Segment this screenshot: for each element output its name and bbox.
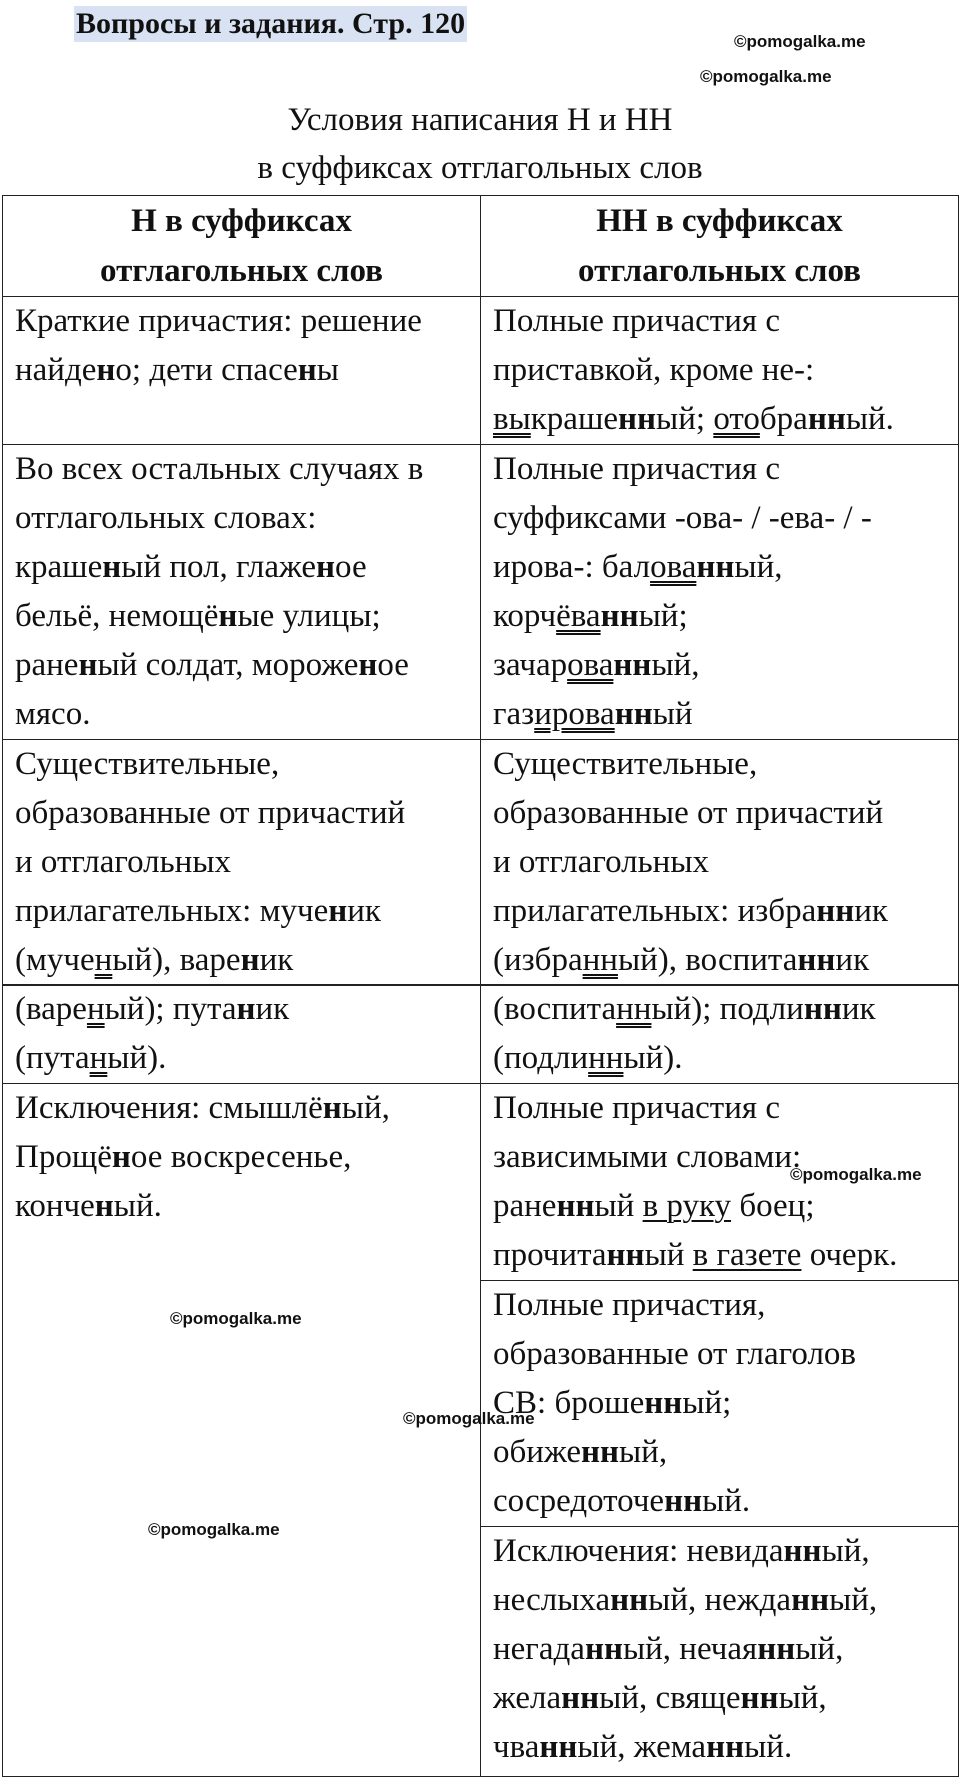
text-line <box>15 543 468 592</box>
emphasized-letters: нн <box>618 401 657 437</box>
text-line <box>493 1674 946 1723</box>
text-line <box>493 592 946 641</box>
underlined-morpheme: нн <box>616 991 652 1027</box>
table-title-line1: Условия написания Н и НН <box>287 102 673 138</box>
text-segment: ое воскресенье, <box>130 1139 352 1175</box>
text-segment: ый <box>652 696 693 732</box>
text-segment: зачар <box>493 647 568 683</box>
emphasized-letters: нн <box>580 1434 619 1470</box>
text-segment: ый, свяще <box>599 1680 741 1716</box>
text-segment: ирова-: бал <box>493 549 651 585</box>
text-line <box>15 346 468 395</box>
text-segment: краше <box>530 401 619 437</box>
text-line <box>15 494 468 543</box>
text-line <box>15 1084 468 1133</box>
rules-table <box>2 195 959 986</box>
table-header-row <box>3 196 959 297</box>
text-line <box>493 346 946 395</box>
cell-n-exceptions <box>3 1084 481 1777</box>
text-segment: ый), варе <box>112 942 241 978</box>
text-segment: ый пол, глаже <box>121 549 317 585</box>
watermark: ©pomogalka.me <box>790 1165 922 1184</box>
text-line <box>493 1182 946 1231</box>
text-segment: ик <box>835 942 870 978</box>
rule-block <box>481 1526 958 1772</box>
text-line <box>15 592 468 641</box>
text-segment: Исключения: смышлё <box>15 1090 323 1126</box>
text-segment: зависимыми словами: <box>493 1139 802 1175</box>
text-segment: образованные от причастий <box>15 795 406 831</box>
text-segment: жела <box>493 1680 562 1716</box>
emphasized-letters: н <box>218 598 238 634</box>
underlined-morpheme: вы <box>493 401 531 437</box>
text-line <box>493 1477 946 1526</box>
underlined-morpheme: ирова <box>534 696 615 732</box>
emphasized-letters: нн <box>556 1188 595 1224</box>
emphasized-letters: нн <box>610 1582 649 1618</box>
text-segment: ый, <box>829 1582 878 1618</box>
text-segment: (воспита <box>493 991 617 1027</box>
text-line <box>493 543 946 592</box>
text-line <box>493 1231 946 1280</box>
text-segment: корч <box>493 598 557 634</box>
text-segment: о; дети спасе <box>115 352 298 388</box>
rule-block <box>481 1280 958 1526</box>
text-segment: ый. <box>845 401 894 437</box>
text-segment: ый; <box>682 1385 732 1421</box>
underlined-morpheme: нн <box>588 1040 624 1076</box>
text-segment: ый. <box>702 1483 751 1519</box>
text-segment: ый солдат, мороже <box>97 647 359 683</box>
emphasized-letters: нн <box>696 549 735 585</box>
text-segment: сосредоточе <box>493 1483 665 1519</box>
text-line <box>493 789 946 838</box>
emphasized-letters: н <box>78 647 98 683</box>
text-line <box>493 1527 946 1576</box>
text-segment: (пута <box>15 1040 90 1076</box>
text-segment: ик <box>255 991 290 1027</box>
emphasized-letters: нн <box>706 1729 745 1765</box>
table-row <box>3 297 959 445</box>
text-segment: и отглагольных <box>15 844 231 880</box>
emphasized-letters: нн <box>664 1483 703 1519</box>
underlined-morpheme: ото <box>713 401 760 437</box>
header-line: отглагольных слов <box>100 253 383 289</box>
text-segment: прилагательных: муче <box>15 893 329 929</box>
underlined-morpheme: ёва <box>556 598 601 634</box>
watermark: ©pomogalka.me <box>734 32 866 51</box>
emphasized-letters: нн <box>803 991 842 1027</box>
text-line <box>493 740 946 789</box>
text-segment: конче <box>15 1188 95 1224</box>
text-segment: ый); подли <box>651 991 804 1027</box>
page-heading: Вопросы и задания. Стр. 120 <box>76 7 466 40</box>
text-line <box>15 789 468 838</box>
text-segment: ое <box>377 647 409 683</box>
text-segment: бельё, немощё <box>15 598 219 634</box>
text-line <box>15 690 468 739</box>
text-segment: (избра <box>493 942 583 978</box>
emphasized-letters: нн <box>539 1729 578 1765</box>
underlined-morpheme: в газете <box>692 1237 802 1273</box>
header-nn <box>481 196 959 297</box>
text-segment: чва <box>493 1729 540 1765</box>
text-segment: Прощё <box>15 1139 112 1175</box>
underlined-morpheme: н <box>86 991 105 1027</box>
text-segment: ый <box>644 1237 693 1273</box>
text-segment: газ <box>493 696 535 732</box>
header-line: Н в суффиксах <box>131 203 352 239</box>
text-segment: ый). <box>623 1040 683 1076</box>
text-segment: Исключения: невида <box>493 1533 784 1569</box>
text-line <box>493 395 946 444</box>
text-line <box>493 1428 946 1477</box>
text-segment: ый. <box>113 1188 162 1224</box>
text-segment: ый, <box>778 1680 827 1716</box>
text-segment: ы <box>316 352 339 388</box>
text-line <box>15 445 468 494</box>
text-line <box>493 641 946 690</box>
text-segment: ое <box>335 549 367 585</box>
text-line <box>15 1133 468 1182</box>
text-segment: образованные от причастий <box>493 795 884 831</box>
text-line <box>15 297 468 346</box>
emphasized-letters: н <box>322 1090 342 1126</box>
emphasized-letters: нн <box>740 1680 779 1716</box>
text-segment: (варе <box>15 991 87 1027</box>
underlined-morpheme: н <box>94 942 113 978</box>
text-segment: ый <box>594 1188 643 1224</box>
text-segment: Существительные, <box>493 746 758 782</box>
text-segment: (подли <box>493 1040 589 1076</box>
text-line <box>493 1723 946 1772</box>
emphasized-letters: нн <box>791 1582 830 1618</box>
cell-nn-cases <box>481 1084 959 1777</box>
header-line: отглагольных слов <box>578 253 861 289</box>
text-segment: ый); пута <box>104 991 237 1027</box>
text-segment: ые улицы; <box>237 598 381 634</box>
cell-n <box>3 445 481 740</box>
emphasized-letters: нн <box>561 1680 600 1716</box>
text-segment: прочита <box>493 1237 607 1273</box>
table-row <box>3 985 959 1084</box>
table-row <box>3 445 959 740</box>
watermark: ©pomogalka.me <box>148 1520 280 1539</box>
text-segment: неслыха <box>493 1582 611 1618</box>
text-segment: Полные причастия с <box>493 1090 780 1126</box>
text-line <box>493 445 946 494</box>
text-line <box>15 985 468 1034</box>
text-segment: ый, <box>821 1533 870 1569</box>
text-segment: ый; <box>638 598 688 634</box>
watermark: ©pomogalka.me <box>403 1409 535 1428</box>
text-line <box>493 297 946 346</box>
emphasized-letters: нн <box>816 893 855 929</box>
emphasized-letters: нн <box>584 1631 623 1667</box>
cell-n <box>3 297 481 445</box>
text-segment: ый), воспита <box>617 942 798 978</box>
underlined-morpheme: ова <box>650 549 697 585</box>
cell-nn <box>481 445 959 740</box>
text-segment: мясо. <box>15 696 91 732</box>
text-segment: очерк. <box>801 1237 898 1273</box>
table-row <box>3 740 959 986</box>
text-segment: Полные причастия с <box>493 451 780 487</box>
emphasized-letters: нн <box>613 647 652 683</box>
text-segment: и отглагольных <box>493 844 709 880</box>
emphasized-letters: н <box>111 1139 131 1175</box>
text-line <box>15 887 468 936</box>
text-segment: Полные причастия с <box>493 303 780 339</box>
text-segment: (муче <box>15 942 95 978</box>
text-segment: ый, <box>795 1631 844 1667</box>
text-line <box>15 936 468 985</box>
text-segment: боец; <box>731 1188 815 1224</box>
text-line <box>15 1182 468 1231</box>
emphasized-letters: нн <box>783 1533 822 1569</box>
text-segment: ране <box>15 647 79 683</box>
table-row <box>3 1084 959 1777</box>
emphasized-letters: н <box>102 549 122 585</box>
text-segment: ик <box>841 991 876 1027</box>
text-line <box>493 1034 946 1083</box>
text-line <box>15 740 468 789</box>
text-line <box>15 1034 468 1083</box>
text-segment: образованные от глаголов <box>493 1336 856 1372</box>
table-title-line2: в суффиксах отглагольных слов <box>257 150 703 186</box>
text-line <box>493 1281 946 1330</box>
emphasized-letters: н <box>94 1188 114 1224</box>
text-line <box>493 985 946 1034</box>
emphasized-letters: н <box>358 647 378 683</box>
text-line <box>493 1330 946 1379</box>
emphasized-letters: нн <box>797 942 836 978</box>
text-line <box>493 887 946 936</box>
text-line <box>493 1625 946 1674</box>
text-segment: Полные причастия, <box>493 1287 766 1323</box>
text-segment: ране <box>493 1188 557 1224</box>
text-segment: обиже <box>493 1434 581 1470</box>
text-segment: ик <box>259 942 294 978</box>
text-line <box>493 1084 946 1133</box>
emphasized-letters: нн <box>600 598 639 634</box>
text-line <box>493 690 946 739</box>
text-segment: суффиксами -ова- / -ева- / - <box>493 500 872 536</box>
text-line <box>493 936 946 985</box>
cell-nn <box>481 740 959 986</box>
header-line: НН в суффиксах <box>596 203 843 239</box>
text-line <box>493 494 946 543</box>
text-segment: Краткие причастия: решение <box>15 303 422 339</box>
cell-n <box>3 985 481 1084</box>
text-segment: ый). <box>107 1040 167 1076</box>
text-line <box>15 838 468 887</box>
emphasized-letters: н <box>240 942 260 978</box>
text-segment: ик <box>347 893 381 929</box>
text-segment: ый; <box>656 401 714 437</box>
emphasized-letters: н <box>297 352 317 388</box>
emphasized-letters: нн <box>606 1237 645 1273</box>
text-segment: ый. <box>744 1729 793 1765</box>
text-segment: краше <box>15 549 103 585</box>
underlined-morpheme: ова <box>567 647 614 683</box>
text-segment: ый, жема <box>577 1729 707 1765</box>
watermark: ©pomogalka.me <box>700 67 832 86</box>
text-segment: Существительные, <box>15 746 280 782</box>
header-n <box>3 196 481 297</box>
text-segment: ый, <box>619 1434 668 1470</box>
emphasized-letters: н <box>236 991 256 1027</box>
text-segment: ый, <box>651 647 700 683</box>
emphasized-letters: нн <box>807 401 846 437</box>
text-segment: Во всех остальных случаях в <box>15 451 424 487</box>
text-line <box>493 1379 946 1428</box>
text-segment: ый, <box>341 1090 390 1126</box>
emphasized-letters: н <box>96 352 116 388</box>
emphasized-letters: нн <box>614 696 653 732</box>
text-segment: бра <box>759 401 808 437</box>
watermark: ©pomogalka.me <box>170 1309 302 1328</box>
cell-nn <box>481 985 959 1084</box>
text-segment: найде <box>15 352 97 388</box>
text-segment: негада <box>493 1631 585 1667</box>
text-segment: приставкой, кроме не-: <box>493 352 815 388</box>
underlined-morpheme: нн <box>582 942 618 978</box>
emphasized-letters: н <box>328 893 348 929</box>
cell-n <box>3 740 481 986</box>
text-line <box>15 641 468 690</box>
text-segment: отглагольных словах: <box>15 500 317 536</box>
rules-table-continued <box>2 984 959 1777</box>
text-segment: ый, нежда <box>648 1582 792 1618</box>
text-segment: СВ: броше <box>493 1385 645 1421</box>
text-segment: ый, нечая <box>622 1631 758 1667</box>
text-line <box>493 838 946 887</box>
emphasized-letters: нн <box>757 1631 796 1667</box>
underlined-morpheme: н <box>89 1040 108 1076</box>
emphasized-letters: нн <box>644 1385 683 1421</box>
text-segment: прилагательных: избра <box>493 893 817 929</box>
underlined-morpheme: в руку <box>642 1188 732 1224</box>
text-segment: ик <box>854 893 888 929</box>
text-segment: ый, <box>734 549 783 585</box>
cell-nn <box>481 297 959 445</box>
emphasized-letters: н <box>316 549 336 585</box>
text-line <box>493 1576 946 1625</box>
